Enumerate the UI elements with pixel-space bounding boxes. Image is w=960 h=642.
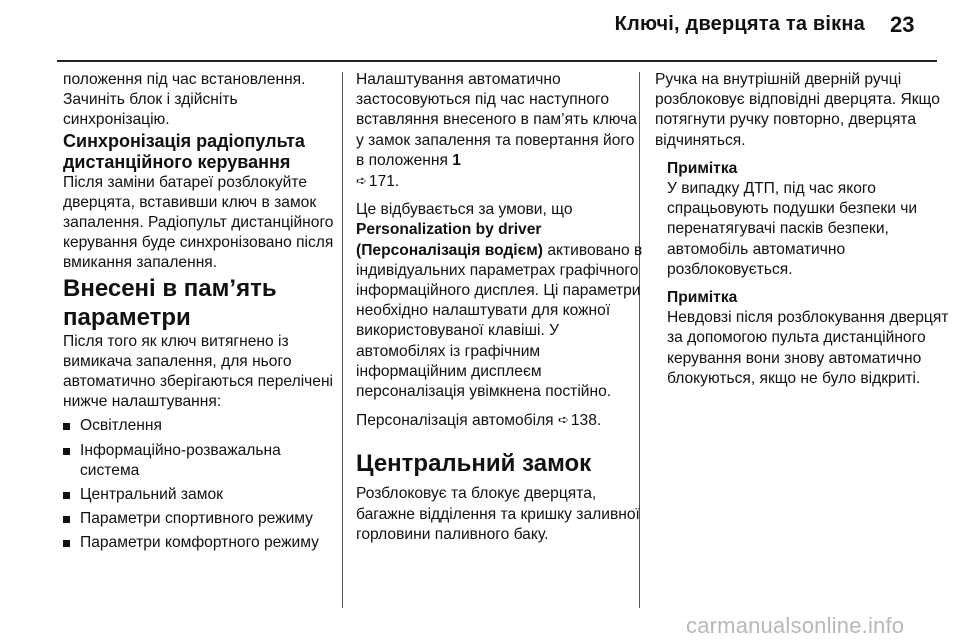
list-item: Інформаційно-розважальна система (63, 441, 343, 481)
paragraph-auto-apply: Налаштування автоматично застосовуються під час наступного вставляння внесеного в пам’ять ключа у замок запалення та повертання його в положення 1 ➪ 171. (356, 71, 637, 191)
column-3 (655, 70, 955, 389)
page-number: 23 (890, 12, 915, 37)
bullet-square-icon (63, 540, 70, 547)
column-2 (356, 70, 646, 545)
page-reference-icon: ➪ (557, 412, 569, 428)
bullet-square-icon (63, 516, 70, 523)
heading-central-lock: Центральний замок (356, 450, 592, 478)
memory-settings-list (63, 416, 343, 553)
paragraph-remote-sync: Після заміни батареї розблокуйте дверцята, вставивши ключ в замок запалення. Радіопульт дистанційного керування буде синхронізовано після вмикання запалення. (63, 173, 334, 272)
note-label: Примітка (667, 159, 738, 177)
heading-memory-settings: Внесені в пам’ять параметри (63, 274, 277, 331)
header-rule (57, 60, 937, 62)
note-text: У випадку ДТП, під час якого спрацьовують подушки безпеки чи перенатягувачі пасків безпеки, автомобіль автоматично розблоковується. (667, 180, 918, 278)
paragraph-sync-intro: положення під час встановлення. Зачиніть блок і здійсніть синхронізацію. (63, 71, 306, 129)
paragraph-personalization: Це відбувається за умови, що Personalization by driver (Персоналізація водієм) активовано в індивідуальних параметрах графічного інформаційного дисплея. Ці параметри необхідно налаштувати для кожної використовуваної клавіші. У автомобілях із графічним інформаційним дисплеєм персоналізація увімкнена постійно. (356, 201, 643, 401)
paragraph-vehicle-personalization: Персоналізація автомобіля ➪ 138. (356, 412, 602, 430)
page-reference[interactable]: 138. (570, 412, 602, 430)
paragraph-inner-handle: Ручка на внутрішній дверній ручці розблоковує відповідні дверцята. Якщо потягнути ручку повторно, дверцята відчиняться. (655, 71, 940, 149)
note-label: Примітка (667, 289, 738, 307)
watermark: carmanualsonline.info (686, 613, 905, 638)
page-header-title: Ключі, дверцята та вікна (614, 13, 865, 35)
paragraph-central-lock: Розблоковує та блокує дверцята, багажне відділення та кришку заливної горловини паливного баку. (356, 485, 640, 543)
page-reference-icon: ➪ (356, 173, 367, 189)
note-auto-relock (667, 288, 955, 389)
bullet-square-icon (63, 423, 70, 430)
note-accident (667, 159, 955, 280)
list-item: Параметри спортивного режиму (63, 509, 343, 529)
page-reference[interactable]: 171. (368, 173, 400, 191)
column-1 (63, 70, 343, 558)
paragraph-memory-settings: Після того як ключ витягнено із вимикача запалення, для нього автоматично зберігаються перелічені нижче налаштування: (63, 332, 334, 411)
list-item: Освітлення (63, 416, 343, 436)
bullet-square-icon (63, 492, 70, 499)
list-item: Центральний замок (63, 485, 343, 505)
bullet-square-icon (63, 448, 70, 455)
ignition-position: 1 (452, 151, 461, 169)
heading-remote-sync: Синхронізація радіопульта дистанційного керування (63, 130, 305, 172)
note-text: Невдовзі після розблокування дверцят за допомогою пульта дистанційного керування вони знову автоматично блокуються, якщо не було відкриті. (667, 309, 949, 387)
list-item: Параметри комфортного режиму (63, 533, 343, 553)
setting-personalization-by-driver: Personalization by driver (Персоналізація водієм) (356, 221, 543, 259)
